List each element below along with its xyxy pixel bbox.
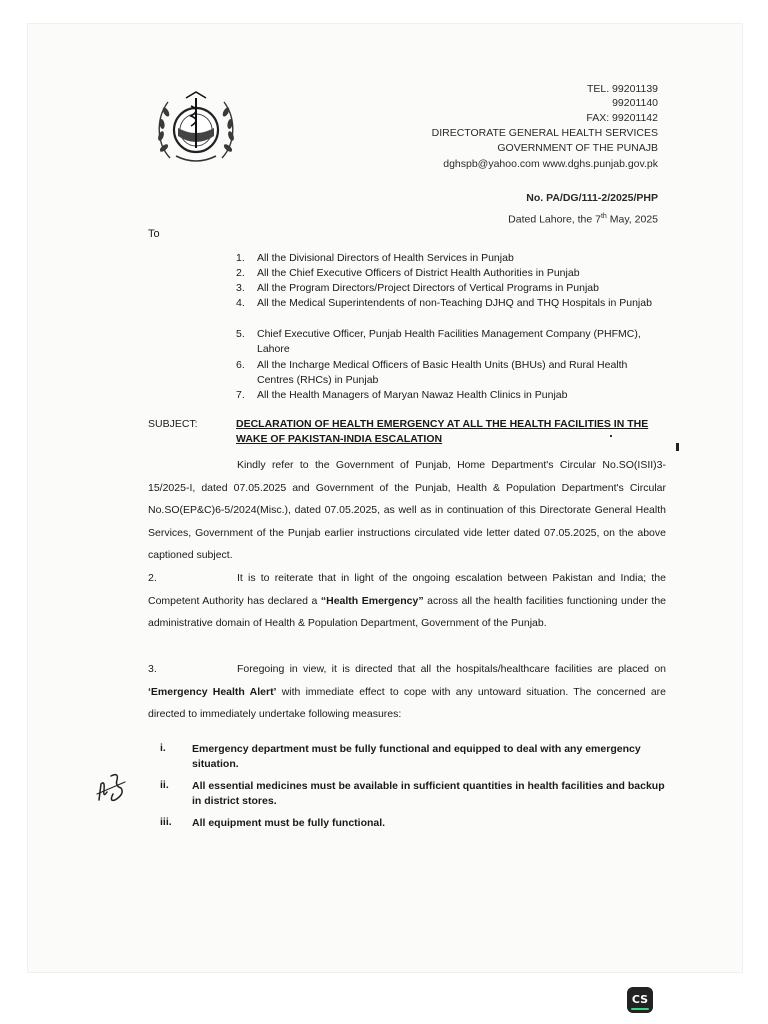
- paragraph-2-number: 2.: [148, 572, 157, 584]
- addressee-item: [236, 281, 666, 296]
- letter-date: [508, 210, 658, 227]
- measure-number: iii.: [160, 816, 172, 828]
- addressee-text: All the Health Managers of Maryan Nawaz Health Clinics in Punjab: [257, 389, 568, 401]
- subject-label: SUBJECT:: [148, 418, 198, 430]
- measure-number: i.: [160, 742, 166, 754]
- directorate-name: DIRECTORATE GENERAL HEALTH SERVICES: [431, 127, 658, 139]
- measure-text: All essential medicines must be available in sufficient quantities in health facilities and backup in district stores.: [192, 780, 665, 807]
- subject-text: DECLARATION OF HEALTH EMERGENCY AT ALL THE HEALTH FACILITIES IN THE WAKE OF PAKISTAN-INDIA ESCALATION: [236, 418, 649, 445]
- paragraph-3: [148, 658, 666, 726]
- badge-label: CS: [631, 993, 649, 1006]
- addressee-item: [236, 327, 666, 357]
- addressee-item: [236, 358, 666, 388]
- paragraph-2: [148, 567, 666, 635]
- addressee-text: Chief Executive Officer, Punjab Health Facilities Management Company (PHFMC), Lahore: [257, 328, 641, 355]
- addressee-number: 2.: [236, 267, 245, 279]
- badge-stripe: [631, 1008, 649, 1010]
- paragraph-3-number: 3.: [148, 663, 157, 675]
- date-suffix: May, 2025: [606, 213, 658, 226]
- paragraph-2-text-b: across all the health facilities functioning under the administrative domain of Health & Population Department, Government of the Punjab.: [148, 594, 666, 630]
- measure-text: Emergency department must be fully functional and equipped to deal with any emergency situation.: [192, 743, 641, 770]
- health-emergency-term: “Health Emergency”: [320, 594, 424, 607]
- date-prefix: Dated Lahore, the 7: [508, 213, 601, 226]
- measure-text: All equipment must be fully functional.: [192, 817, 386, 829]
- date-superscript: th: [600, 213, 607, 220]
- government-emblem: [150, 88, 242, 170]
- addressee-text: All the Medical Superintendents of non-Teaching DJHQ and THQ Hospitals in Punjab: [257, 297, 652, 309]
- addressee-item: [236, 266, 666, 281]
- camscanner-logo-icon: [627, 987, 653, 1013]
- scan-speck: [610, 435, 612, 437]
- addressee-item: [236, 388, 666, 403]
- addressee-text: All the Incharge Medical Officers of Basic Health Units (BHUs) and Rural Health Centres (RHCs) in Punjab: [257, 359, 628, 386]
- addressee-number: 4.: [236, 297, 245, 309]
- emergency-alert-term: ‘Emergency Health Alert’: [148, 685, 277, 698]
- paragraph-3-text-b: with immediate effect to cope with any untoward situation. The concerned are directed to immediately undertake following measures:: [148, 685, 666, 721]
- paragraph-1: [148, 454, 666, 567]
- addressee-number: 6.: [236, 359, 245, 371]
- phone-number-2: 99201140: [612, 97, 658, 109]
- addressee-number: 5.: [236, 328, 245, 340]
- to-label: To: [148, 228, 160, 240]
- reference-number: No. PA/DG/111-2/2025/PHP: [526, 192, 658, 204]
- telephone-number: TEL. 99201139: [586, 83, 658, 95]
- addressee-item: [236, 251, 666, 266]
- scan-mark: [676, 443, 679, 451]
- paragraph-2-text-a: It is to reiterate that in light of the ongoing escalation between Pakistan and India; the Competent Authority has declared a: [148, 572, 666, 607]
- addressee-number: 3.: [236, 282, 245, 294]
- measure-number: ii.: [160, 779, 169, 791]
- fax-number: FAX: 99201142: [586, 112, 658, 124]
- contact-line: dghspb@yahoo.com www.dghs.punjab.gov.pk: [443, 158, 658, 170]
- paragraph-3-text-a: Foregoing in view, it is directed that all the hospitals/healthcare facilities are placed on: [237, 663, 666, 675]
- addressee-text: All the Program Directors/Project Directors of Vertical Programs in Punjab: [257, 282, 599, 294]
- addressee-text: All the Divisional Directors of Health Services in Punjab: [257, 252, 514, 264]
- government-name: GOVERNMENT OF THE PUNAJB: [497, 142, 658, 154]
- paragraph-1-text: Kindly refer to the Government of Punjab, Home Department's Circular No.SO(ISII)3-15/2025-I, dated 07.05.2025 and Government of the Punjab, Health & Population Department's Circular No.SO(EP&C)6-5/2024(Misc.), dated 07.05.2025, as well as in continuation of this Directorate General Health Services, Government of the Punjab earlier instructions circulated vide letter dated 07.05.2025, on the above captioned subject.: [148, 459, 666, 562]
- handwritten-initials: [95, 770, 129, 806]
- addressee-item: [236, 296, 666, 311]
- addressee-number: 1.: [236, 252, 245, 264]
- addressee-number: 7.: [236, 389, 245, 401]
- addressee-text: All the Chief Executive Officers of District Health Authorities in Punjab: [257, 267, 580, 279]
